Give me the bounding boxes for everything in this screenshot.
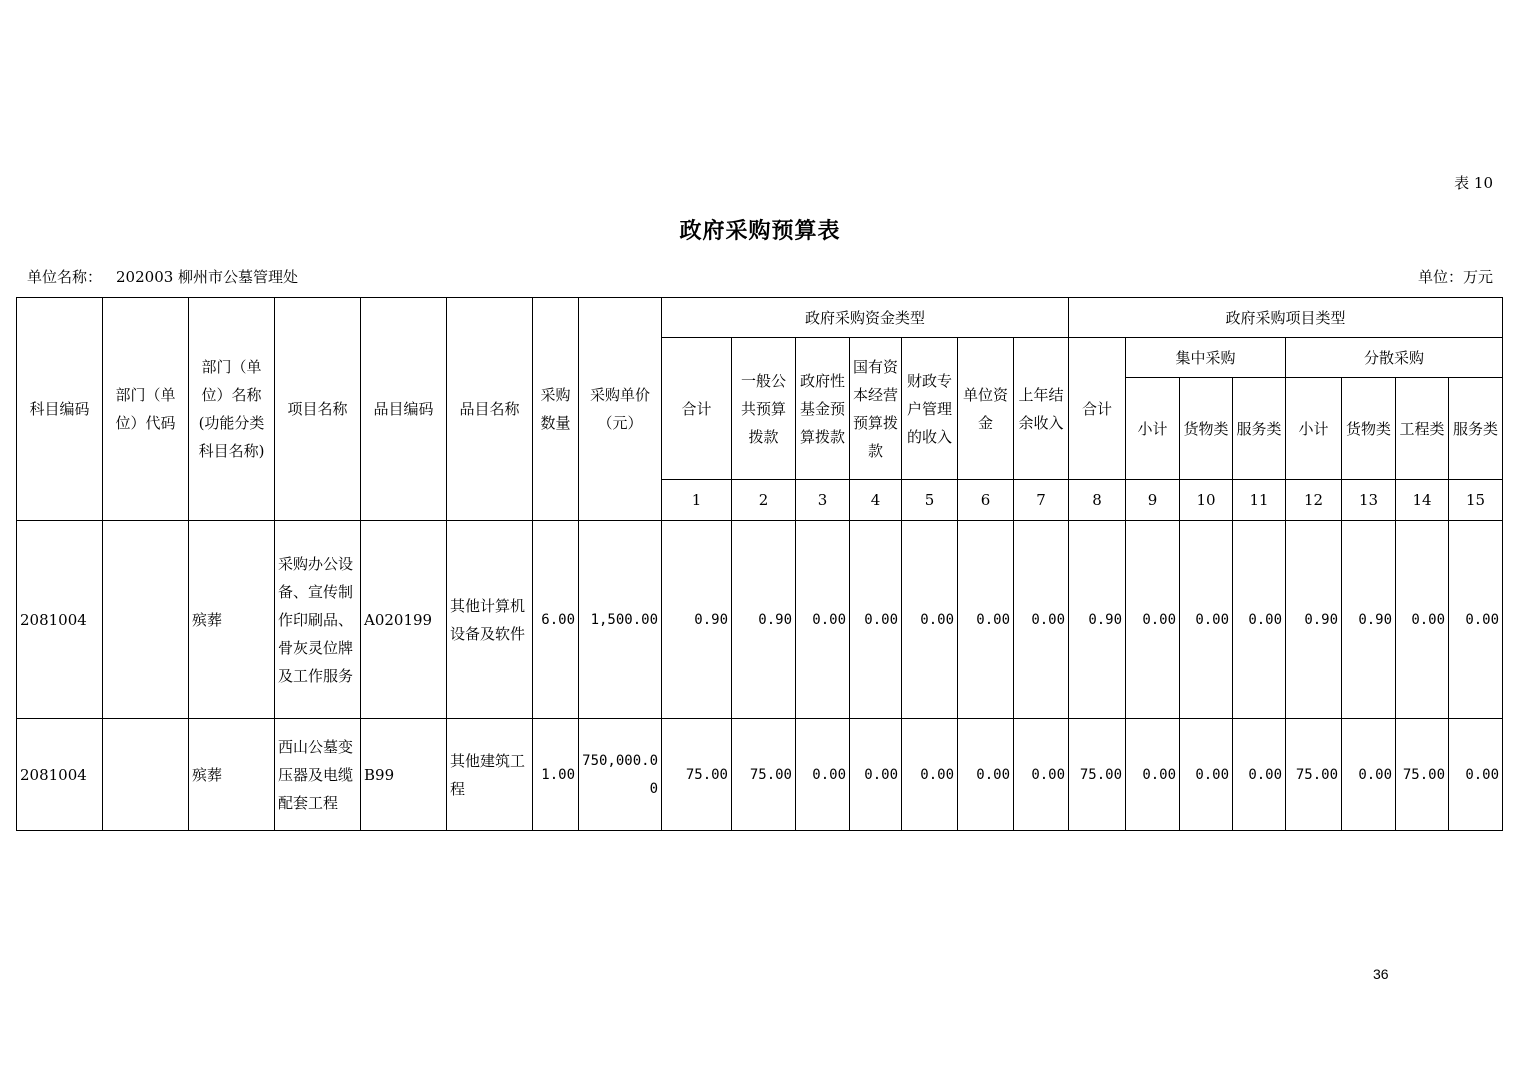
header-central-subtotal: 小计: [1126, 378, 1180, 480]
cell-unit-price: 1,500.00: [579, 521, 662, 719]
cell-value: 0.00: [1126, 521, 1180, 719]
header-unit-price: 采购单价（元）: [579, 298, 662, 521]
cell-dept-code: [103, 719, 189, 831]
cell-value: 0.90: [1342, 521, 1396, 719]
header-index-number: 9: [1126, 480, 1180, 521]
cell-value: 0.00: [1396, 521, 1449, 719]
header-index-number: 7: [1014, 480, 1069, 521]
header-central-services: 服务类: [1233, 378, 1286, 480]
cell-value: 0.00: [1014, 521, 1069, 719]
cell-item-name: 其他建筑工程: [447, 719, 533, 831]
cell-subject-code: 2081004: [17, 719, 103, 831]
header-fund-general-budget: 一般公共预算拨款: [732, 338, 796, 480]
header-index-number: 2: [732, 480, 796, 521]
header-quantity: 采购数量: [533, 298, 579, 521]
unit-name-line: [27, 266, 298, 287]
header-index-number: 11: [1233, 480, 1286, 521]
cell-value: 0.00: [796, 719, 850, 831]
header-fund-carryover: 上年结余收入: [1014, 338, 1069, 480]
cell-dept-name: 殡葬: [189, 719, 275, 831]
header-scattered-goods: 货物类: [1342, 378, 1396, 480]
cell-value: 0.00: [796, 521, 850, 719]
header-fund-gov-fund: 政府性基金预算拨款: [796, 338, 850, 480]
cell-value: 0.00: [1014, 719, 1069, 831]
cell-quantity: 6.00: [533, 521, 579, 719]
header-fund-unit: 单位资金: [958, 338, 1014, 480]
cell-value: 75.00: [1286, 719, 1342, 831]
cell-subject-code: 2081004: [17, 521, 103, 719]
header-index-number: 13: [1342, 480, 1396, 521]
table-row: [17, 521, 1503, 719]
table-row: [17, 719, 1503, 831]
header-index-number: 8: [1069, 480, 1126, 521]
header-index-number: 15: [1449, 480, 1503, 521]
cell-value: 0.00: [902, 521, 958, 719]
header-scattered-works: 工程类: [1396, 378, 1449, 480]
table-number: 表 10: [1454, 174, 1493, 192]
header-subject-code: 科目编码: [17, 298, 103, 521]
cell-value: 0.90: [662, 521, 732, 719]
header-index-number: 3: [796, 480, 850, 521]
header-scattered-group: 分散采购: [1286, 338, 1503, 378]
cell-value: 0.00: [1180, 719, 1233, 831]
cell-project-name: 采购办公设备、宣传制作印刷品、骨灰灵位牌及工作服务: [275, 521, 361, 719]
cell-item-code: A020199: [361, 521, 447, 719]
cell-value: 0.00: [850, 719, 902, 831]
cell-value: 75.00: [662, 719, 732, 831]
cell-value: 0.90: [1286, 521, 1342, 719]
header-index-number: 1: [662, 480, 732, 521]
header-dept-name: 部门（单位）名称(功能分类科目名称): [189, 298, 275, 521]
header-project-total: 合计: [1069, 338, 1126, 480]
header-scattered-services: 服务类: [1449, 378, 1503, 480]
unit-name-value: 202003 柳州市公墓管理处: [116, 268, 299, 286]
header-index-number: 4: [850, 480, 902, 521]
header-fund-state-capital: 国有资本经营预算拨款: [850, 338, 902, 480]
header-fund-total: 合计: [662, 338, 732, 480]
header-central-group: 集中采购: [1126, 338, 1286, 378]
cell-value: 0.00: [958, 719, 1014, 831]
header-central-goods: 货物类: [1180, 378, 1233, 480]
header-index-number: 14: [1396, 480, 1449, 521]
cell-value: 0.90: [732, 521, 796, 719]
cell-project-name: 西山公墓变压器及电缆配套工程: [275, 719, 361, 831]
cell-value: 0.00: [850, 521, 902, 719]
header-index-number: 5: [902, 480, 958, 521]
cell-value: 75.00: [1396, 719, 1449, 831]
cell-value: 0.00: [1342, 719, 1396, 831]
cell-item-name: 其他计算机设备及软件: [447, 521, 533, 719]
cell-value: 0.00: [1449, 521, 1503, 719]
header-index-number: 12: [1286, 480, 1342, 521]
cell-dept-code: [103, 521, 189, 719]
page-number: 36: [1373, 966, 1389, 982]
header-project-type-group: 政府采购项目类型: [1069, 298, 1503, 338]
page-title: 政府采购预算表: [679, 218, 841, 244]
header-fund-type-group: 政府采购资金类型: [662, 298, 1069, 338]
header-scattered-subtotal: 小计: [1286, 378, 1342, 480]
cell-value: 0.00: [958, 521, 1014, 719]
unit-measure: 单位：万元: [1417, 268, 1493, 286]
procurement-budget-table: [16, 297, 1503, 831]
cell-quantity: 1.00: [533, 719, 579, 831]
unit-name-label: 单位名称：: [27, 268, 103, 286]
cell-item-code: B99: [361, 719, 447, 831]
header-item-code: 品目编码: [361, 298, 447, 521]
header-project-name: 项目名称: [275, 298, 361, 521]
cell-unit-price: 750,000.00: [579, 719, 662, 831]
cell-dept-name: 殡葬: [189, 521, 275, 719]
header-index-number: 10: [1180, 480, 1233, 521]
cell-value: 0.00: [1126, 719, 1180, 831]
cell-value: 0.90: [1069, 521, 1126, 719]
cell-value: 0.00: [1180, 521, 1233, 719]
header-item-name: 品目名称: [447, 298, 533, 521]
header-dept-code: 部门（单位）代码: [103, 298, 189, 521]
cell-value: 0.00: [1449, 719, 1503, 831]
cell-value: 75.00: [1069, 719, 1126, 831]
header-fund-special-account: 财政专户管理的收入: [902, 338, 958, 480]
cell-value: 0.00: [1233, 719, 1286, 831]
cell-value: 0.00: [1233, 521, 1286, 719]
cell-value: 0.00: [902, 719, 958, 831]
header-index-number: 6: [958, 480, 1014, 521]
cell-value: 75.00: [732, 719, 796, 831]
